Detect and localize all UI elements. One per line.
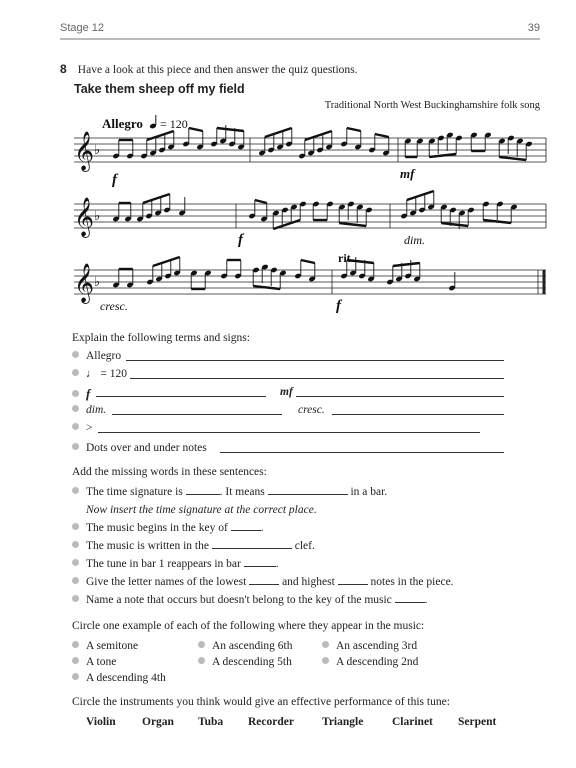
term-allegro (72, 350, 121, 362)
interval-item[interactable] (322, 656, 418, 668)
bullet-icon (322, 657, 329, 664)
note-beam (429, 154, 456, 157)
header-rule (60, 38, 540, 40)
dynamic-mf: mf (400, 166, 415, 181)
instrument-serpent[interactable]: Serpent (458, 716, 497, 728)
page-number: 39 (527, 22, 540, 34)
s2-part-b: . (260, 522, 264, 534)
note-beam (255, 200, 267, 203)
dynamic-cresc: cresc. (100, 299, 128, 313)
staff-2 (74, 204, 546, 228)
bullet-icon (72, 673, 79, 680)
interval-item[interactable] (198, 656, 292, 668)
stage-label: Stage 12 (60, 22, 105, 34)
dynamic-f-2: f (238, 232, 243, 248)
question-intro (60, 58, 358, 77)
interval-label: A descending 2nd (336, 656, 419, 668)
s3-part-a: The music is written in the (86, 540, 209, 552)
answer-line-allegro[interactable] (126, 360, 504, 361)
instrument-triangle[interactable]: Triangle (322, 716, 364, 728)
sentence-foreign-note (72, 594, 428, 606)
bullet-icon (72, 541, 79, 548)
term-mf-label: mf (280, 386, 293, 398)
staff-3 (74, 270, 546, 294)
bullet-icon (72, 405, 79, 412)
sentence-clef (72, 540, 315, 552)
sentence-key (72, 522, 264, 534)
term-dots-label: Dots over and under notes (86, 442, 207, 454)
interval-label: A tone (86, 656, 117, 668)
s6-part-a: Name a note that occurs but doesn't belong to the key of the music (86, 594, 392, 606)
instrument-tuba[interactable]: Tuba (198, 716, 224, 728)
treble-clef-icon: 𝄞 (74, 131, 95, 171)
note-beam (189, 128, 203, 131)
s5-part-a: Give the letter names of the lowest (86, 576, 247, 588)
note-beam (441, 223, 468, 226)
interval-label: An ascending 6th (212, 640, 293, 652)
instrument-violin[interactable]: Violin (86, 716, 116, 728)
term-cresc-label: cresc. (298, 404, 325, 416)
crotchet-icon (149, 115, 157, 129)
interval-item[interactable] (322, 640, 417, 652)
bullet-icon (72, 487, 79, 494)
term-tempo (72, 368, 127, 380)
composer-credit: Traditional North West Buckinghamshire folk song (324, 100, 540, 111)
bullet-icon (72, 523, 79, 530)
note-beam (143, 194, 170, 203)
term-allegro-label: Allegro (86, 350, 122, 362)
instruction-note: Now insert the time signature at the correct place. (86, 504, 317, 516)
s6-part-b: . (424, 594, 428, 606)
instrument-clarinet[interactable]: Clarinet (392, 716, 433, 728)
blank-foreign-note[interactable] (395, 602, 425, 603)
interval-label: A descending 5th (212, 656, 292, 668)
term-dim (72, 404, 106, 416)
instrument-organ[interactable]: Organ (142, 716, 174, 728)
sentence-time-signature (72, 486, 387, 498)
bullet-icon (72, 641, 79, 648)
term-accent (72, 422, 93, 434)
answer-line-dim[interactable] (112, 414, 282, 415)
answer-line-dots[interactable] (220, 452, 504, 453)
s4-part-a: The tune in bar 1 reappears in bar (86, 558, 241, 570)
note-beam (301, 260, 315, 263)
s1-part-b: . It means (219, 486, 265, 498)
answer-line-f[interactable] (96, 396, 266, 397)
note-beam (339, 223, 366, 226)
bullet-icon (72, 351, 79, 358)
answer-line-tempo[interactable] (130, 378, 504, 379)
interval-label: A descending 4th (86, 672, 166, 684)
interval-label: A semitone (86, 640, 139, 652)
tempo-word: Allegro (102, 116, 143, 131)
answer-line-mf[interactable] (296, 396, 504, 397)
bullet-icon (72, 595, 79, 602)
bullet-icon (322, 641, 329, 648)
term-tempo-label: = 120 (100, 368, 127, 380)
s1-part-a: The time signature is (86, 486, 183, 498)
interval-label: An ascending 3rd (336, 640, 418, 652)
instruments-heading: Circle the instruments you think would give an effective performance of this tune: (72, 696, 450, 708)
circle-heading: Circle one example of each of the following where they appear in the music: (72, 620, 425, 632)
interval-item[interactable] (198, 640, 292, 652)
note-beam (147, 131, 174, 140)
blank-time-signature[interactable] (186, 494, 220, 495)
bullet-icon (72, 369, 79, 376)
note-beam (253, 286, 280, 289)
interval-item[interactable] (72, 656, 116, 668)
bullet-icon (72, 657, 79, 664)
question-prompt: Have a look at this piece and then answer the quiz questions. (77, 64, 358, 76)
blank-clef[interactable] (212, 548, 292, 549)
term-dim-label: dim. (86, 404, 107, 416)
s2-part-a: The music begins in the key of (86, 522, 228, 534)
dynamic-f: f (112, 172, 117, 188)
dynamic-dim: dim. (404, 233, 425, 247)
bullet-icon (198, 641, 205, 648)
note-beam (393, 263, 420, 266)
term-f (72, 386, 90, 402)
flat-icon: ♭ (94, 143, 101, 158)
dynamic-f-3: f (336, 298, 341, 314)
note-beam (483, 220, 511, 223)
question-number: 8 (60, 62, 67, 76)
piece-title: Take them sheep off my field (74, 82, 245, 96)
note-beam (153, 257, 180, 266)
note-beam (347, 128, 361, 131)
bullet-icon (72, 559, 79, 566)
missing-heading: Add the missing words in these sentences: (72, 466, 267, 478)
sentence-range (72, 576, 454, 588)
s5-part-b: and highest (282, 576, 335, 588)
blank-highest[interactable] (338, 584, 368, 585)
blank-bar[interactable] (244, 566, 276, 567)
s5-part-c: notes in the piece. (370, 576, 454, 588)
note-beam (305, 131, 332, 140)
music-score (60, 112, 550, 322)
treble-clef-icon: 𝄞 (74, 263, 95, 303)
blank-time-meaning[interactable] (268, 494, 348, 495)
terms-heading: Explain the following terms and signs: (72, 332, 250, 344)
instrument-recorder[interactable]: Recorder (248, 716, 294, 728)
bullet-icon (72, 423, 79, 430)
note-beam (375, 134, 389, 137)
note-beam (407, 191, 434, 200)
answer-line-cresc[interactable] (332, 414, 504, 415)
flat-icon: ♭ (94, 209, 101, 224)
bullet-icon (198, 657, 205, 664)
tempo-value: = 120 (160, 117, 188, 131)
flat-icon: ♭ (94, 275, 101, 290)
treble-clef-icon: 𝄞 (74, 197, 95, 237)
blank-key[interactable] (231, 530, 261, 531)
term-accent-label: > (86, 422, 93, 434)
note-beam (499, 157, 526, 160)
sentence-bar (72, 558, 279, 570)
crotchet-icon: ♩ (86, 368, 98, 380)
interval-item[interactable] (72, 640, 138, 652)
answer-line-accent[interactable] (98, 432, 480, 433)
s1-part-c: in a bar. (350, 486, 388, 498)
s4-part-b: . (275, 558, 279, 570)
note-beam (265, 128, 292, 137)
term-dots (72, 442, 207, 454)
bullet-icon (72, 443, 79, 450)
bullet-icon (72, 577, 79, 584)
blank-lowest[interactable] (249, 584, 279, 585)
dynamic-rit: rit. (338, 251, 354, 265)
interval-item[interactable] (72, 672, 166, 684)
note-beam (217, 128, 244, 131)
term-f-label: f (86, 386, 91, 401)
s3-part-b: clef. (294, 540, 315, 552)
bullet-icon (72, 390, 79, 397)
